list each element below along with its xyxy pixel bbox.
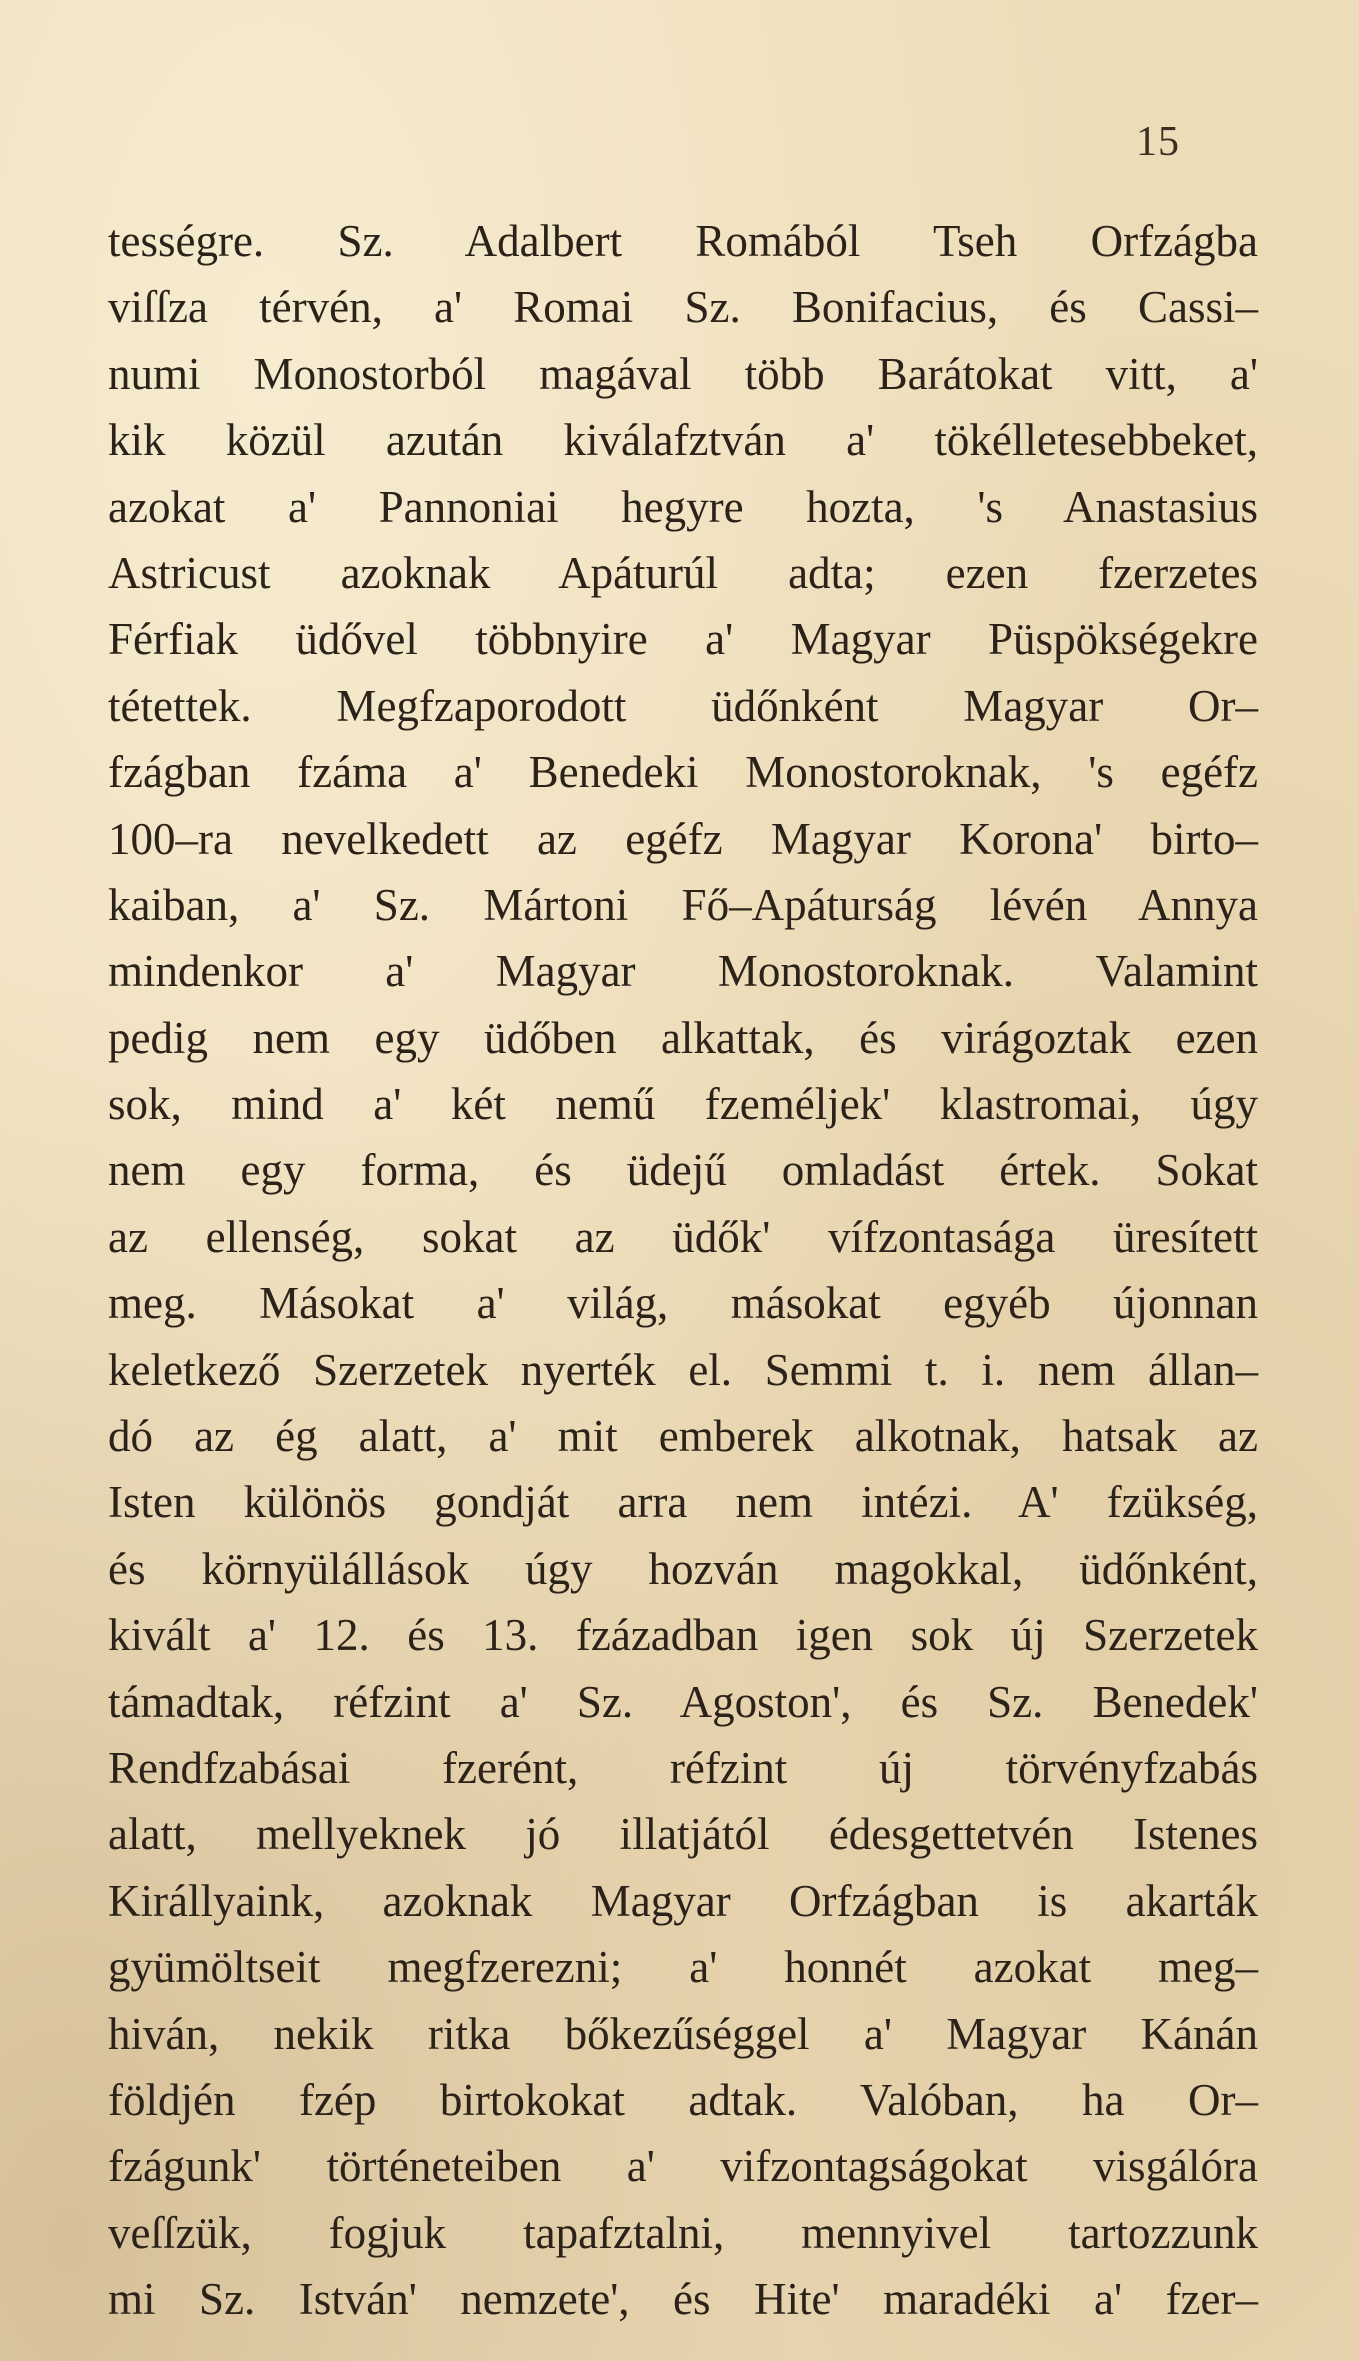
page-number: 15 — [1136, 119, 1180, 165]
text-line: 100–ra nevelkedett az egéfz Magyar Korona' birto– — [108, 813, 1258, 864]
text-line: és környülállások úgy hozván magokkal, üdőnként, — [108, 1543, 1258, 1594]
text-line: alatt, mellyeknek jó illatjától édesgettetvén Istenes — [108, 1809, 1258, 1860]
text-line: nem egy forma, és üdejű omladást értek. Sokat — [108, 1145, 1258, 1196]
body-text — [108, 208, 1258, 2333]
text-line: dó az ég alatt, a' mit emberek alkotnak, hatsak az — [108, 1411, 1258, 1462]
text-line: gyümöltseit megfzerezni; a' honnét azokat meg– — [108, 1942, 1258, 1993]
text-line: Rendfzabásai fzerént, réfzint új törvényfzabás — [108, 1742, 1258, 1793]
text-line: fzágban fzáma a' Benedeki Monostoroknak, 's egéfz — [108, 747, 1258, 798]
text-line: mi Sz. István' nemzete', és Hite' maradéki a' fzer– — [108, 2274, 1258, 2325]
text-line: Isten különös gondját arra nem intézi. A' fzükség, — [108, 1477, 1258, 1528]
text-line: kivált a' 12. és 13. fzázadban igen sok új Szerzetek — [108, 1610, 1258, 1661]
text-line: Férfiak üdővel többnyire a' Magyar Püspökségekre — [108, 614, 1258, 665]
text-line: földjén fzép birtokokat adtak. Valóban, ha Or– — [108, 2074, 1258, 2125]
text-line: pedig nem egy üdőben alkattak, és virágoztak ezen — [108, 1012, 1258, 1063]
text-line: mindenkor a' Magyar Monostoroknak. Valamint — [108, 946, 1258, 997]
text-line: tétettek. Megfzaporodott üdőnként Magyar Or– — [108, 680, 1258, 731]
text-line: kik közül azután kiválafztván a' tökélletesebbeket, — [108, 415, 1258, 466]
text-line: Astricust azoknak Apáturúl adta; ezen fzerzetes — [108, 547, 1258, 598]
text-line: kaiban, a' Sz. Mártoni Fő–Apáturság lévén Annya — [108, 879, 1258, 930]
text-line: Királlyaink, azoknak Magyar Orfzágban is akarták — [108, 1875, 1258, 1926]
text-line: hiván, nekik ritka bőkezűséggel a' Magyar Kánán — [108, 2008, 1258, 2059]
text-line: meg. Másokat a' világ, másokat egyéb újonnan — [108, 1278, 1258, 1329]
text-line: az ellenség, sokat az üdők' vífzontasága üresített — [108, 1211, 1258, 1262]
text-line: veſſzük, fogjuk tapafztalni, mennyivel tartozzunk — [108, 2207, 1258, 2258]
text-line: viſſza térvén, a' Romai Sz. Bonifacius, és Cassi– — [108, 282, 1258, 333]
text-line: sok, mind a' két nemű fzeméljek' klastromai, úgy — [108, 1079, 1258, 1130]
text-line: fzágunk' történeteiben a' vifzontagságokat visgálóra — [108, 2141, 1258, 2192]
text-line: azokat a' Pannoniai hegyre hozta, 's Anastasius — [108, 481, 1258, 532]
text-line: numi Monostorból magával több Barátokat vitt, a' — [108, 348, 1258, 399]
text-line: tességre. Sz. Adalbert Romából Tseh Orfzágba — [108, 216, 1258, 266]
text-line: támadtak, réfzint a' Sz. Agoston', és Sz. Benedek' — [108, 1676, 1258, 1727]
text-line: keletkező Szerzetek nyerték el. Semmi t. i. nem állan– — [108, 1344, 1258, 1395]
